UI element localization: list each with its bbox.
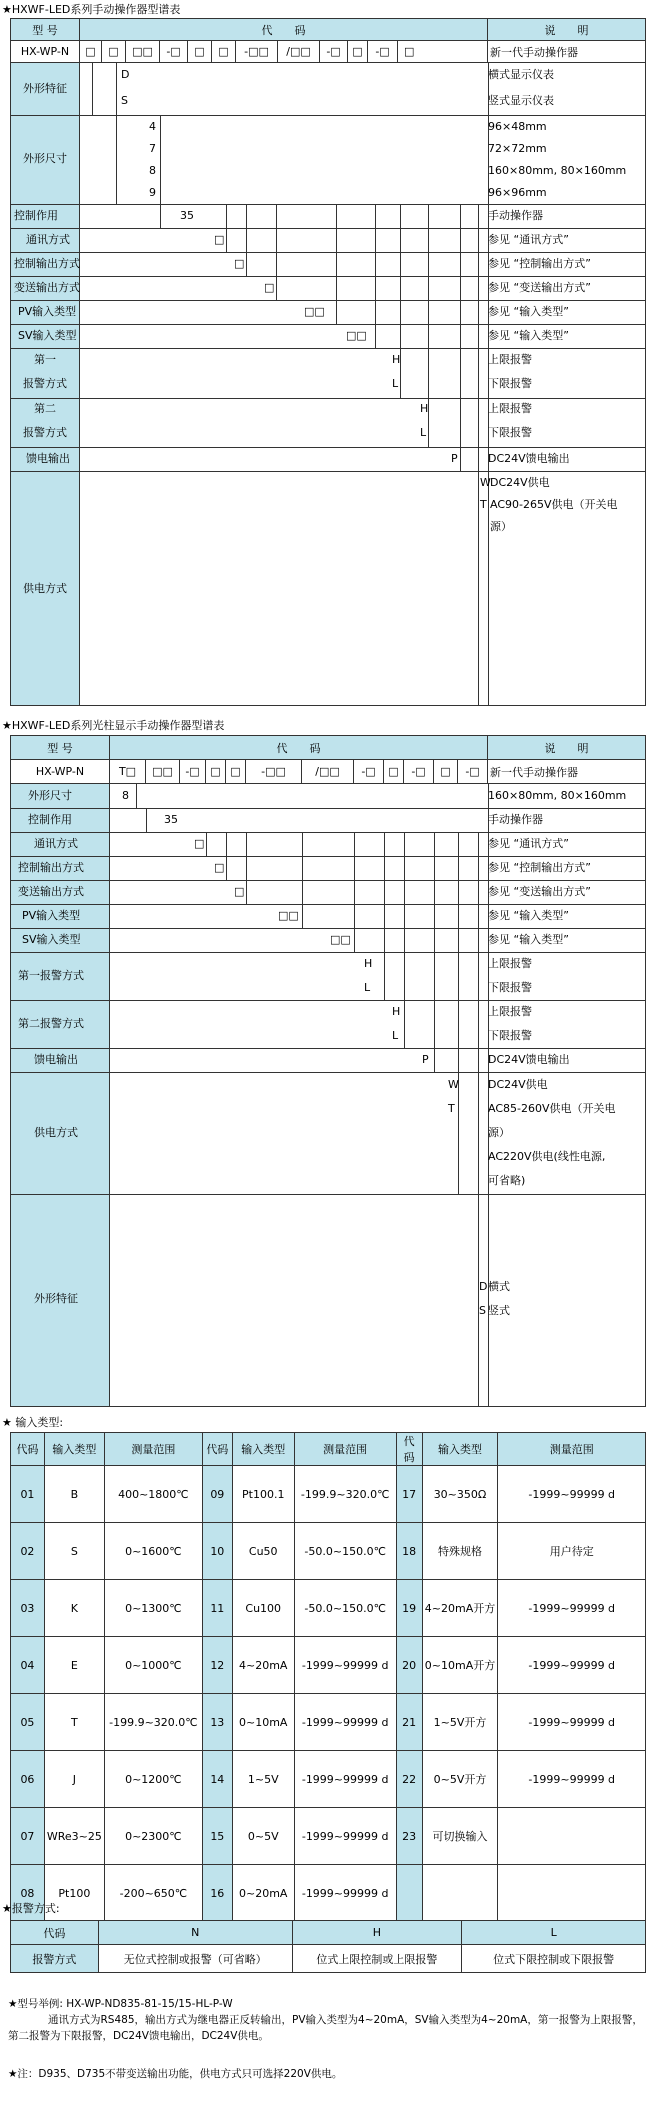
input-cell: 1~5V — [232, 1751, 294, 1808]
input-header-row — [11, 1433, 646, 1466]
t2-model-row — [10, 760, 646, 784]
t1-size-mark-3: 9 — [149, 186, 156, 199]
t2-ctrl-mark: 35 — [164, 813, 178, 826]
input-cell: -199.9~320.0℃ — [104, 1694, 202, 1751]
input-h-range: 测量范围 — [294, 1433, 396, 1466]
t1-a1-mark-0: H — [392, 353, 401, 366]
t2-a2-desc-0: 上限报警 — [488, 1005, 532, 1018]
t1-code-9: □ — [348, 41, 368, 62]
input-code-cell: 06 — [11, 1751, 45, 1808]
alarm-h-h: H — [292, 1921, 462, 1945]
t1-pwr-mark-1: T — [480, 498, 487, 511]
input-code-cell — [396, 1865, 422, 1922]
t2-header-row — [10, 736, 646, 760]
input-cell: 可切换输入 — [422, 1808, 498, 1865]
t1-shape-label: 外形特征 — [23, 82, 67, 95]
input-h-type: 输入类型 — [232, 1433, 294, 1466]
input-cell: -1999~99999 d — [294, 1751, 396, 1808]
t1-trans-mark: □ — [264, 281, 275, 294]
t2-trans-desc: 参见 “变送输出方式” — [488, 885, 591, 898]
t1-code-4: □ — [188, 41, 212, 62]
input-cell: 0~5V — [232, 1808, 294, 1865]
t1-sv-desc: 参见 “输入类型” — [488, 329, 569, 342]
input-cell: -1999~99999 d — [498, 1694, 646, 1751]
input-cell: 0~1000℃ — [104, 1637, 202, 1694]
input-code-cell: 13 — [202, 1694, 232, 1751]
example-title: ★型号举例: HX-WP-ND835-81-15/15-HL-P-W — [8, 1998, 233, 2010]
t2-feed-mark: P — [422, 1053, 429, 1066]
input-cell — [498, 1808, 646, 1865]
t1-ctrl-mark: 35 — [180, 209, 194, 222]
input-row — [11, 1865, 646, 1922]
t2-feed-desc: DC24V馈电输出 — [488, 1053, 570, 1066]
t2-a2-mark-1: L — [392, 1029, 399, 1042]
input-h-type: 输入类型 — [44, 1433, 104, 1466]
t1-pv-mark: □□ — [304, 305, 325, 318]
t1-size-desc-3: 96×96mm — [488, 186, 547, 199]
input-cell: 30~350Ω — [422, 1466, 498, 1523]
input-code-cell: 12 — [202, 1637, 232, 1694]
input-code-cell: 01 — [11, 1466, 45, 1523]
t1-comm-desc: 参见 “通讯方式” — [488, 233, 569, 246]
t1-pwr-label: 供电方式 — [23, 582, 67, 595]
input-row — [11, 1580, 646, 1637]
t1-sv-mark: □□ — [346, 329, 367, 342]
input-code-cell: 22 — [396, 1751, 422, 1808]
input-h-code: 代码 — [202, 1433, 232, 1466]
t2-comm-mark: □ — [194, 837, 205, 850]
input-cell: S — [44, 1523, 104, 1580]
t2-ctrl-desc: 手动操作器 — [488, 813, 543, 826]
input-cell — [498, 1865, 646, 1922]
t2-ctrlout-desc: 参见 “控制输出方式” — [488, 861, 591, 874]
input-cell: B — [44, 1466, 104, 1523]
t1-feed-mark: P — [451, 452, 458, 465]
input-code-cell: 15 — [202, 1808, 232, 1865]
t2-pwr-desc-2: 源） — [488, 1126, 510, 1139]
input-code-cell: 02 — [11, 1523, 45, 1580]
t1-shape-mark-1: S — [121, 94, 128, 107]
input-code-cell: 23 — [396, 1808, 422, 1865]
input-code-cell: 10 — [202, 1523, 232, 1580]
input-row — [11, 1637, 646, 1694]
input-cell: -1999~99999 d — [498, 1466, 646, 1523]
input-cell: Pt100 — [44, 1865, 104, 1922]
input-cell: 特殊规格 — [422, 1523, 498, 1580]
t2-pwr-desc-1: AC85-260V供电（开关电 — [488, 1102, 616, 1115]
t2-comm-desc: 参见 “通讯方式” — [488, 837, 569, 850]
input-cell: 0~10mA开方 — [422, 1637, 498, 1694]
t1-a2-desc-1: 下限报警 — [488, 426, 532, 439]
alarm-row-label: 报警方式 — [11, 1945, 99, 1973]
input-cell: -1999~99999 d — [294, 1865, 396, 1922]
input-cell: T — [44, 1694, 104, 1751]
input-cell: -1999~99999 d — [498, 1637, 646, 1694]
input-code-cell: 17 — [396, 1466, 422, 1523]
input-cell: E — [44, 1637, 104, 1694]
input-code-cell: 19 — [396, 1580, 422, 1637]
input-code-cell: 14 — [202, 1751, 232, 1808]
t1-trans-label: 变送输出方式 — [14, 281, 80, 294]
t2-sv-mark: □□ — [330, 933, 351, 946]
input-code-cell: 11 — [202, 1580, 232, 1637]
t2-shape-mark-1: S — [479, 1304, 486, 1317]
input-type-table — [10, 1432, 646, 1922]
t2-pv-label: PV输入类型 — [22, 909, 81, 922]
input-code-cell: 03 — [11, 1580, 45, 1637]
input-code-cell: 20 — [396, 1637, 422, 1694]
t1-ctrlout-desc: 参见 “控制输出方式” — [488, 257, 591, 270]
t2-pwr-desc-4: 可省略) — [488, 1174, 526, 1187]
t1-trans-desc: 参见 “变送输出方式” — [488, 281, 591, 294]
example-text: 通讯方式为RS485，输出方式为继电器正反转输出，PV输入类型为4~20mA，SV输入类型为4~20mA，第一报警为上限报警，第二报警为下限报警，DC24V馈电输出，DC24V供电。 — [8, 2014, 643, 2042]
input-code-cell: 05 — [11, 1694, 45, 1751]
t2-size-label: 外形尺寸 — [28, 789, 72, 802]
t1-size-label: 外形尺寸 — [23, 152, 67, 165]
input-title: ★ 输入类型: — [2, 1416, 64, 1429]
input-cell: J — [44, 1751, 104, 1808]
input-cell: WRe3~25 — [44, 1808, 104, 1865]
t1-sv-label: SV输入类型 — [18, 329, 77, 342]
t1-model-row — [10, 41, 646, 63]
t2-h-code: 代 码 — [110, 736, 488, 759]
input-code-cell: 07 — [11, 1808, 45, 1865]
input-cell: 0~1300℃ — [104, 1580, 202, 1637]
t2-a1-mark-1: L — [364, 981, 371, 994]
t1-ctrlout-mark: □ — [234, 257, 245, 270]
t2-a1-desc-1: 下限报警 — [488, 981, 532, 994]
t1-feed-label: 馈电输出 — [26, 452, 70, 465]
input-code-cell: 04 — [11, 1637, 45, 1694]
t2-code-7: -□ — [354, 760, 384, 783]
t2-a1-label: 第一报警方式 — [18, 969, 84, 982]
t2-code-0: T□ — [110, 760, 146, 783]
t1-pwr-desc-1: AC90-265V供电（开关电 — [490, 498, 618, 511]
t2-a1-desc-0: 上限报警 — [488, 957, 532, 970]
input-h-type: 输入类型 — [422, 1433, 498, 1466]
alarm-title: ★报警方式: — [2, 1902, 60, 1915]
t2-sv-desc: 参见 “输入类型” — [488, 933, 569, 946]
t1-header-row — [10, 19, 646, 41]
t2-size-mark: 8 — [122, 789, 129, 802]
alarm-h-code: 代码 — [11, 1921, 99, 1945]
t1-size-desc-0: 96×48mm — [488, 120, 547, 133]
t2-comm-label: 通讯方式 — [34, 837, 78, 850]
t2-ctrlout-mark: □ — [214, 861, 225, 874]
input-h-code: 代码 — [396, 1433, 422, 1466]
t2-a1-mark-0: H — [364, 957, 373, 970]
t1-code-6: -□□ — [236, 41, 278, 62]
input-cell: -199.9~320.0℃ — [294, 1466, 396, 1523]
t1-shape-desc-1: 竖式显示仪表 — [488, 94, 554, 107]
t1-code-1: □ — [102, 41, 126, 62]
input-cell: -50.0~150.0℃ — [294, 1580, 396, 1637]
t1-model-desc: 新一代手动操作器 — [488, 41, 646, 62]
t1-a2-desc-0: 上限报警 — [488, 402, 532, 415]
input-row — [11, 1466, 646, 1523]
t1-a1-label1: 第一 — [34, 353, 56, 366]
input-cell: 0~2300℃ — [104, 1808, 202, 1865]
t2-model-desc: 新一代手动操作器 — [488, 760, 646, 783]
t1-a2-label1: 第二 — [34, 402, 56, 415]
t2-ctrlout-label: 控制输出方式 — [18, 861, 84, 874]
t1-code-7: /□□ — [278, 41, 320, 62]
note-text: ★注：D935、D735不带变送输出功能，供电方式只可选择220V供电。 — [8, 2068, 343, 2080]
table1-title: ★HXWF-LED系列手动操作器型谱表 — [2, 3, 181, 16]
t1-pv-desc: 参见 “输入类型” — [488, 305, 569, 318]
t1-h-desc: 说 明 — [488, 19, 646, 40]
t2-h-desc: 说 明 — [488, 736, 646, 759]
t1-comm-label: 通讯方式 — [26, 233, 70, 246]
t2-code-6: /□□ — [302, 760, 354, 783]
input-cell: 0~1200℃ — [104, 1751, 202, 1808]
t1-model: HX-WP-N — [10, 41, 80, 62]
t1-pwr-desc-0: DC24V供电 — [490, 476, 550, 489]
input-cell: -1999~99999 d — [498, 1580, 646, 1637]
input-cell — [422, 1865, 498, 1922]
t1-size-desc-1: 72×72mm — [488, 142, 547, 155]
alarm-l-desc: 位式下限控制或下限报警 — [462, 1945, 646, 1973]
t2-code-1: □□ — [146, 760, 180, 783]
input-h-range: 测量范围 — [104, 1433, 202, 1466]
t1-comm-mark: □ — [214, 233, 225, 246]
t2-code-4: □ — [226, 760, 246, 783]
t1-shape-desc-0: 横式显示仪表 — [488, 68, 554, 81]
input-row — [11, 1751, 646, 1808]
input-cell: 4~20mA开方 — [422, 1580, 498, 1637]
alarm-header-row — [11, 1921, 646, 1945]
alarm-row — [11, 1945, 646, 1973]
t1-ctrlout-label: 控制输出方式 — [14, 257, 80, 270]
input-cell: -200~650℃ — [104, 1865, 202, 1922]
alarm-h-desc: 位式上限控制或上限报警 — [292, 1945, 462, 1973]
t2-size-desc: 160×80mm, 80×160mm — [488, 789, 627, 802]
t2-pwr-mark-0: W — [448, 1078, 459, 1091]
alarm-n-desc: 无位式控制或报警（可省略） — [98, 1945, 292, 1973]
t2-shape-mark-0: D — [479, 1280, 488, 1293]
input-code-cell: 18 — [396, 1523, 422, 1580]
input-cell: -1999~99999 d — [498, 1751, 646, 1808]
input-cell: Pt100.1 — [232, 1466, 294, 1523]
input-row — [11, 1694, 646, 1751]
input-cell: 0~5V开方 — [422, 1751, 498, 1808]
t2-a2-desc-1: 下限报警 — [488, 1029, 532, 1042]
t2-a2-mark-0: H — [392, 1005, 401, 1018]
t2-h-model: 型 号 — [10, 736, 110, 759]
t2-trans-label: 变送输出方式 — [18, 885, 84, 898]
t2-code-3: □ — [206, 760, 226, 783]
alarm-table — [10, 1920, 646, 1973]
t2-ctrl-label: 控制作用 — [28, 813, 72, 826]
t2-pwr-mark-1: T — [448, 1102, 455, 1115]
t1-pwr-mark-0: W — [480, 476, 491, 489]
input-row — [11, 1808, 646, 1865]
t1-ctrl-desc: 手动操作器 — [488, 209, 543, 222]
t1-code-8: -□ — [320, 41, 348, 62]
t2-a2-label: 第二报警方式 — [18, 1017, 84, 1030]
input-h-range: 测量范围 — [498, 1433, 646, 1466]
input-cell: 0~1600℃ — [104, 1523, 202, 1580]
table2-title: ★HXWF-LED系列光柱显示手动操作器型谱表 — [2, 719, 225, 732]
t2-pwr-desc-3: AC220V供电(线性电源, — [488, 1150, 606, 1163]
t1-shape-mark-0: D — [121, 68, 130, 81]
input-cell: -1999~99999 d — [294, 1808, 396, 1865]
t1-a1-desc-1: 下限报警 — [488, 377, 532, 390]
input-cell: 4~20mA — [232, 1637, 294, 1694]
input-cell: 0~20mA — [232, 1865, 294, 1922]
t1-code-11: □ — [398, 41, 488, 62]
t1-ctrl-label: 控制作用 — [14, 209, 58, 222]
input-cell: Cu50 — [232, 1523, 294, 1580]
t1-code-2: □□ — [126, 41, 160, 62]
t1-size-desc-2: 160×80mm, 80×160mm — [488, 164, 627, 177]
t1-pv-label: PV输入类型 — [18, 305, 77, 318]
input-cell: -1999~99999 d — [294, 1694, 396, 1751]
t1-a1-desc-0: 上限报警 — [488, 353, 532, 366]
t2-trans-mark: □ — [234, 885, 245, 898]
t2-shape-desc-0: 横式 — [488, 1280, 510, 1293]
input-code-cell: 09 — [202, 1466, 232, 1523]
t2-sv-label: SV输入类型 — [22, 933, 81, 946]
input-cell: 400~1800℃ — [104, 1466, 202, 1523]
input-cell: K — [44, 1580, 104, 1637]
alarm-h-n: N — [98, 1921, 292, 1945]
t1-code-10: -□ — [368, 41, 398, 62]
t1-pwr-desc-2: 源） — [490, 520, 512, 533]
t1-a2-mark-1: L — [420, 426, 427, 439]
input-row — [11, 1523, 646, 1580]
t2-code-8: □ — [384, 760, 404, 783]
input-code-cell: 08 — [11, 1865, 45, 1922]
t2-pv-desc: 参见 “输入类型” — [488, 909, 569, 922]
t2-shape-desc-1: 竖式 — [488, 1304, 510, 1317]
t2-pv-mark: □□ — [278, 909, 299, 922]
input-cell: -50.0~150.0℃ — [294, 1523, 396, 1580]
input-cell: 用户待定 — [498, 1523, 646, 1580]
t1-a2-label2: 报警方式 — [23, 426, 67, 439]
t1-size-mark-2: 8 — [149, 164, 156, 177]
input-cell: -1999~99999 d — [294, 1637, 396, 1694]
input-cell: 1~5V开方 — [422, 1694, 498, 1751]
t2-shape-label: 外形特征 — [34, 1292, 78, 1305]
t2-code-2: -□ — [180, 760, 206, 783]
t1-size-mark-1: 7 — [149, 142, 156, 155]
input-cell: 0~10mA — [232, 1694, 294, 1751]
t2-code-11: -□ — [458, 760, 488, 783]
input-code-cell: 21 — [396, 1694, 422, 1751]
t2-code-10: □ — [434, 760, 458, 783]
input-cell: Cu100 — [232, 1580, 294, 1637]
t1-feed-desc: DC24V馈电输出 — [488, 452, 570, 465]
t1-h-code: 代 码 — [80, 19, 488, 40]
input-h-code: 代码 — [11, 1433, 45, 1466]
t1-a1-mark-1: L — [392, 377, 399, 390]
t2-code-5: -□□ — [246, 760, 302, 783]
t1-h-model: 型 号 — [10, 19, 80, 40]
t1-a2-mark-0: H — [420, 402, 429, 415]
t2-pwr-desc-0: DC24V供电 — [488, 1078, 548, 1091]
t2-pwr-label: 供电方式 — [34, 1126, 78, 1139]
t2-model: HX-WP-N — [10, 760, 110, 783]
alarm-h-l: L — [462, 1921, 646, 1945]
t1-code-5: □ — [212, 41, 236, 62]
input-code-cell: 16 — [202, 1865, 232, 1922]
t2-code-9: -□ — [404, 760, 434, 783]
t1-size-mark-0: 4 — [149, 120, 156, 133]
t2-feed-label: 馈电输出 — [34, 1053, 78, 1066]
t1-code-3: -□ — [160, 41, 188, 62]
t1-a1-label2: 报警方式 — [23, 377, 67, 390]
t1-code-0: □ — [80, 41, 102, 62]
